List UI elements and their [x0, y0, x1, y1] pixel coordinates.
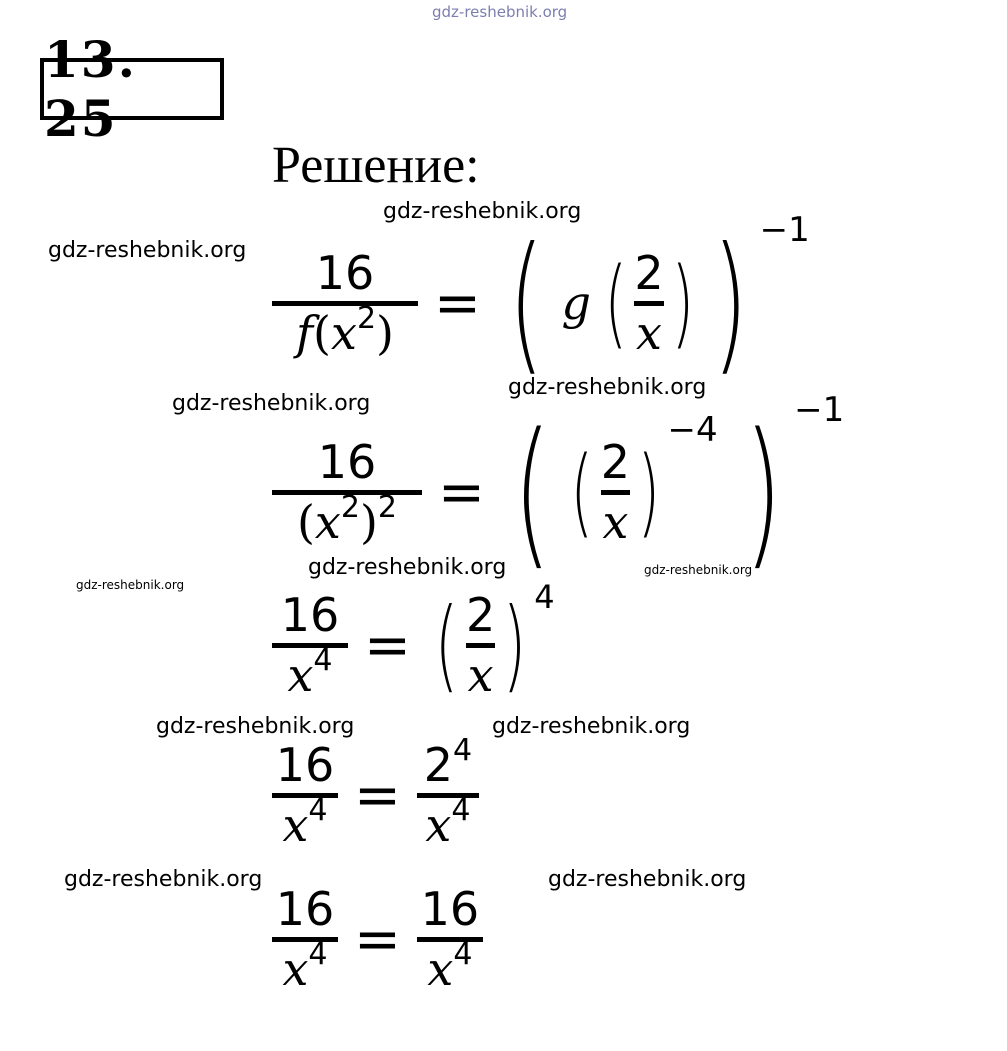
denominator: x — [636, 305, 662, 360]
equals-sign: = — [364, 612, 411, 678]
paren-close: ) — [359, 494, 378, 549]
equals-sign: = — [434, 270, 481, 336]
denominator: x — [602, 494, 629, 549]
fraction-bar — [634, 301, 663, 306]
big-paren-open: ( — [513, 398, 551, 585]
equation-3 — [272, 578, 555, 704]
eq1-lhs-denominator — [296, 300, 394, 360]
numerator: 16 — [275, 882, 335, 936]
equation-5 — [272, 884, 483, 994]
watermark-small: gdz-reshebnik.org — [76, 578, 185, 592]
exponent: 2 — [340, 489, 360, 525]
watermark-small: gdz-reshebnik.org — [644, 563, 753, 577]
variable-x: x — [282, 797, 309, 852]
fraction-bar — [601, 490, 630, 495]
exponent: 4 — [453, 936, 473, 972]
problem-number: 13. 25 — [40, 58, 224, 120]
watermark-top: gdz-reshebnik.org — [432, 3, 568, 21]
exponent: 4 — [308, 936, 328, 972]
eq2-lhs-fraction — [272, 434, 422, 549]
denominator — [425, 792, 471, 852]
fraction-bar — [466, 643, 495, 648]
eq1-inner-fraction — [634, 245, 664, 360]
watermark: gdz-reshebnik.org — [508, 375, 707, 400]
exponent: 4 — [453, 733, 473, 768]
exponent: 2 — [377, 489, 398, 525]
watermark: gdz-reshebnik.org — [48, 238, 247, 263]
variable-x: x — [425, 797, 452, 852]
variable-x: x — [427, 941, 454, 996]
paren-close: ) — [503, 586, 527, 704]
watermark: gdz-reshebnik.org — [156, 714, 355, 739]
numerator: 16 — [317, 434, 377, 489]
paren-close: ) — [376, 305, 394, 360]
variable-x: x — [287, 647, 314, 702]
inner-exponent: −4 — [667, 410, 718, 450]
paren-open: ( — [434, 586, 459, 704]
paren-open: ( — [570, 436, 594, 548]
eq5-rhs-fraction — [417, 884, 483, 994]
watermark: gdz-reshebnik.org — [172, 391, 371, 416]
equation-2 — [272, 390, 845, 585]
exponent: 4 — [451, 792, 471, 828]
paren-close: ) — [637, 436, 661, 548]
eq5-lhs-fraction — [272, 884, 338, 994]
watermark: gdz-reshebnik.org — [548, 867, 747, 892]
base: 2 — [423, 738, 454, 792]
variable-x: x — [282, 941, 309, 996]
eq3-lhs-fraction — [272, 590, 348, 700]
exponent: 4 — [534, 578, 555, 616]
outer-exponent: −1 — [794, 390, 845, 430]
eq2-lhs-denominator — [296, 489, 398, 549]
numerator: 16 — [420, 882, 480, 936]
numerator — [423, 733, 473, 792]
eq4-rhs-fraction — [417, 733, 479, 852]
exponent: 4 — [308, 792, 328, 828]
equation-4 — [272, 733, 479, 852]
denominator — [287, 642, 333, 702]
watermark: gdz-reshebnik.org — [492, 714, 691, 739]
exponent: 4 — [313, 642, 333, 678]
equals-sign: = — [438, 459, 485, 525]
solution-heading: Решение: — [272, 137, 480, 194]
denominator — [282, 792, 328, 852]
big-paren-open: ( — [508, 216, 544, 390]
watermark: gdz-reshebnik.org — [64, 867, 263, 892]
numerator: 16 — [275, 738, 335, 792]
variable-x: x — [314, 494, 341, 549]
big-paren-close: ) — [744, 398, 782, 585]
eq4-lhs-fraction — [272, 740, 338, 850]
numerator: 16 — [280, 588, 340, 642]
function-g: g — [561, 276, 591, 330]
numerator: 2 — [465, 588, 496, 642]
outer-exponent: −1 — [759, 210, 810, 250]
watermark: gdz-reshebnik.org — [383, 199, 582, 224]
numerator: 2 — [634, 245, 664, 300]
denominator — [282, 936, 328, 996]
paren-open: ( — [296, 494, 315, 549]
paren-open: ( — [604, 247, 627, 359]
equals-sign: = — [354, 906, 401, 972]
eq1-lhs-numerator: 16 — [315, 245, 375, 300]
numerator: 2 — [600, 434, 631, 489]
equals-sign: = — [354, 762, 401, 828]
eq2-inner-fraction — [600, 434, 631, 549]
function-f: f — [296, 305, 314, 360]
denominator: x — [467, 647, 494, 702]
denominator — [427, 936, 473, 996]
eq1-lhs-fraction — [272, 245, 418, 360]
eq3-rhs-fraction — [466, 590, 495, 700]
variable-x: x — [330, 305, 357, 360]
paren-close: ) — [671, 247, 694, 359]
big-paren-close: ) — [712, 216, 748, 390]
exponent: 2 — [356, 300, 377, 336]
watermark: gdz-reshebnik.org — [308, 555, 507, 580]
paren-open: ( — [313, 305, 331, 360]
